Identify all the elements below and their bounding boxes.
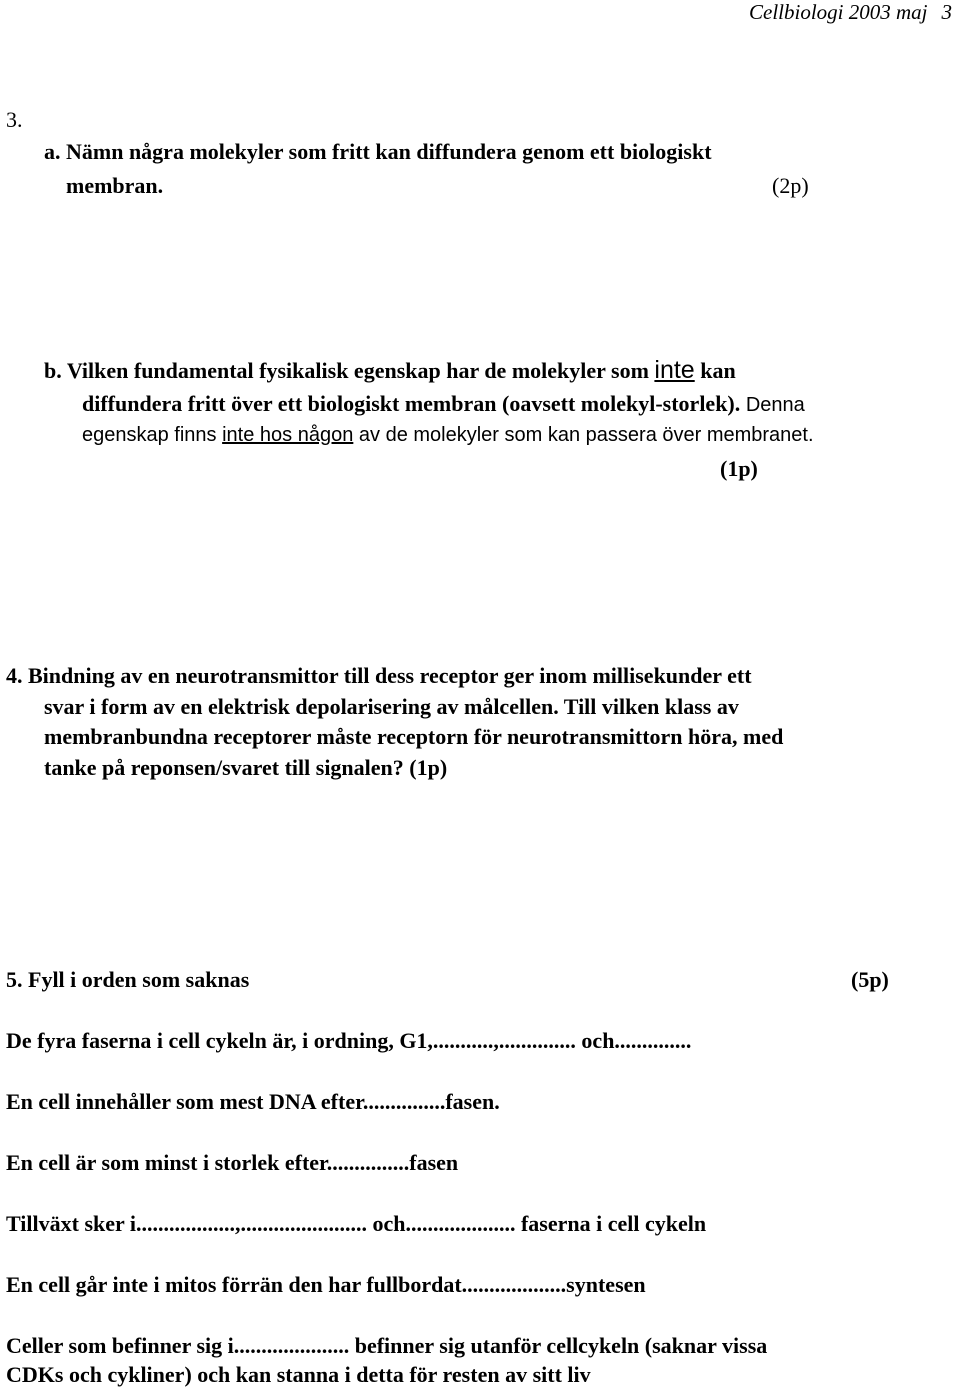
fill-in-item: De fyra faserna i cell cykeln är, i ordning, G1,...........,.............. och.............. bbox=[6, 1028, 692, 1053]
fill-in-item: En cell innehåller som mest DNA efter...............fasen. bbox=[6, 1089, 500, 1114]
question-4-line: 4. Bindning av en neurotransmittor till dess receptor ger inom millisekunder ett bbox=[6, 663, 752, 688]
question-3a-points: (2p) bbox=[772, 173, 809, 198]
page-header bbox=[749, 0, 952, 25]
question-3b-line-3-underlined: inte hos någon bbox=[222, 424, 354, 446]
question-3b-line-3-post: av de molekyler som kan passera över membranet. bbox=[353, 424, 814, 446]
question-3b-line-2 bbox=[82, 390, 805, 419]
question-3b-line-2-sans: Denna bbox=[740, 394, 805, 416]
fill-in-item: Tillväxt sker i..................,....................... och.................... faserna i cell cykeln bbox=[6, 1211, 707, 1236]
question-3a-line-2: membran. bbox=[66, 173, 164, 198]
fill-in-item: En cell går inte i mitos förrän den har fullbordat...................syntesen bbox=[6, 1272, 646, 1297]
question-3b-line-3 bbox=[82, 421, 814, 449]
question-3b-line-1 bbox=[44, 356, 736, 385]
question-3b-text: b. Vilken fundamental fysikalisk egenskap har de molekyler som bbox=[44, 358, 655, 383]
question-3b-text-end: kan bbox=[694, 358, 736, 383]
question-5-heading: 5. Fyll i orden som saknas bbox=[6, 967, 250, 992]
fill-in-item: En cell är som minst i storlek efter...............fasen bbox=[6, 1150, 459, 1175]
page-number: 3 bbox=[941, 0, 952, 24]
question-4 bbox=[6, 661, 783, 783]
question-3b-points: (1p) bbox=[720, 456, 758, 481]
question-4-line: membranbundna receptorer måste receptorn för neurotransmittorn höra, med bbox=[44, 724, 784, 749]
question-3b-line-2-bold: diffundera fritt över ett biologiskt membran (oavsett molekyl-storlek). bbox=[82, 391, 741, 416]
question-4-line: svar i form av en elektrisk depolarisering av målcellen. Till vilken klass av bbox=[44, 693, 739, 719]
header-title: Cellbiologi 2003 maj bbox=[749, 0, 928, 24]
question-4-line: tanke på reponsen/svaret till signalen? (1p) bbox=[44, 754, 448, 780]
fill-in-item: Celler som befinner sig i..................... befinner sig utanför cellcykeln (saknar vissa bbox=[6, 1333, 768, 1358]
question-3-number: 3. bbox=[6, 107, 23, 132]
fill-in-item: CDKs och cykliner) och kan stanna i detta för resten av sitt liv bbox=[6, 1362, 591, 1387]
question-3b-line-3-pre: egenskap finns bbox=[82, 424, 223, 446]
question-5-points: (5p) bbox=[851, 967, 889, 992]
question-3a-line-1: a. Nämn några molekyler som fritt kan diffundera genom ett biologiskt bbox=[44, 139, 712, 164]
question-3b-emphasis: inte bbox=[654, 356, 695, 384]
